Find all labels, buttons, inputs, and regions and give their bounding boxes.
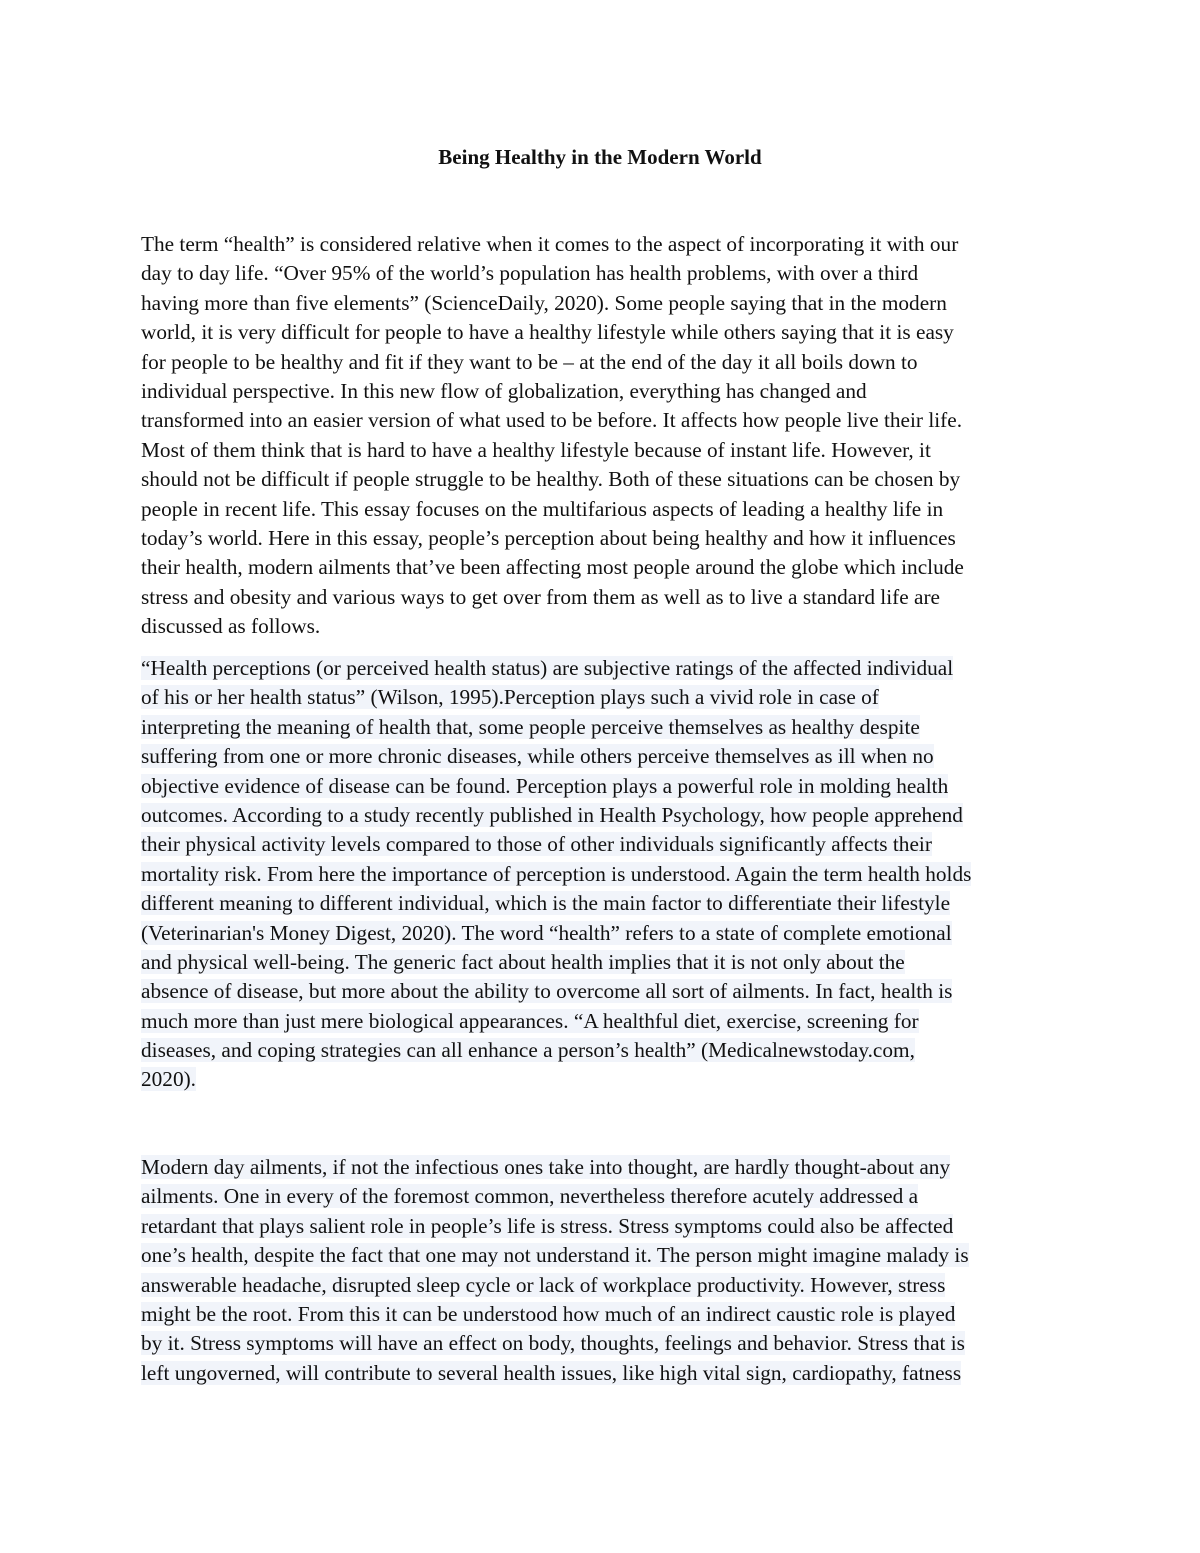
text-line	[141, 318, 1081, 347]
text-line	[141, 377, 1081, 406]
text-line-content: diseases, and coping strategies can all enhance a person’s health” (Medicalnewstoday.com,	[141, 1038, 915, 1063]
text-line	[141, 406, 1081, 435]
text-line-content: mortality risk. From here the importance of perception is understood. Again the term health holds	[141, 861, 972, 886]
text-line-content: day to day life. “Over 95% of the world’s population has health problems, with over a third	[141, 261, 919, 286]
document-title: Being Healthy in the Modern World	[438, 145, 762, 169]
text-line	[141, 1153, 1081, 1182]
text-line-content: left ungoverned, will contribute to several health issues, like high vital sign, cardiopathy, fatness	[141, 1360, 962, 1385]
text-line-content: of his or her health status” (Wilson, 1995).Perception plays such a vivid role in case of	[141, 685, 879, 710]
text-line-content: world, it is very difficult for people to have a healthy lifestyle while others saying that it is easy	[141, 320, 954, 345]
paragraph-introduction	[141, 230, 1081, 641]
text-line-content: should not be difficult if people struggle to be healthy. Both of these situations can be chosen by	[141, 467, 961, 492]
text-line	[141, 1329, 1081, 1358]
text-line	[141, 742, 1081, 771]
text-line-content: “Health perceptions (or perceived health status) are subjective ratings of the affected individual	[141, 656, 954, 680]
text-line-content: discussed as follows.	[141, 614, 321, 639]
text-line	[141, 919, 1081, 948]
text-line	[141, 948, 1081, 977]
text-line	[141, 1271, 1081, 1300]
text-line-content: people in recent life. This essay focuses on the multifarious aspects of leading a healthy life in	[141, 496, 944, 521]
text-line	[141, 1300, 1081, 1329]
text-line	[141, 1241, 1081, 1270]
text-line	[141, 1036, 1081, 1065]
text-line	[141, 713, 1081, 742]
text-line	[141, 348, 1081, 377]
text-line	[141, 524, 1081, 553]
text-line-content: today’s world. Here in this essay, people’s perception about being healthy and how it influences	[141, 525, 956, 550]
text-line	[141, 289, 1081, 318]
text-line	[141, 495, 1081, 524]
text-line-content: outcomes. According to a study recently published in Health Psychology, how people apprehend	[141, 802, 963, 827]
text-line	[141, 1359, 1081, 1388]
text-line-content: individual perspective. In this new flow of globalization, everything has changed and	[141, 378, 867, 403]
paragraph-modern-ailments	[141, 1153, 1081, 1388]
text-line	[141, 230, 1081, 259]
text-line-content: much more than just mere biological appearances. “A healthful diet, exercise, screening for	[141, 1008, 919, 1033]
text-line-content: for people to be healthy and fit if they want to be – at the end of the day it all boils down to	[141, 349, 918, 374]
text-line-content: Modern day ailments, if not the infectious ones take into thought, are hardly thought-about any	[141, 1155, 951, 1179]
text-line	[141, 612, 1081, 641]
text-line-content: suffering from one or more chronic diseases, while others perceive themselves as ill when no	[141, 744, 934, 769]
text-line	[141, 1007, 1081, 1036]
text-line	[141, 977, 1081, 1006]
text-line-content: interpreting the meaning of health that, some people perceive themselves as healthy despite	[141, 714, 920, 739]
text-line	[141, 683, 1081, 712]
text-line	[141, 583, 1081, 612]
text-line-content: retardant that plays salient role in people’s life is stress. Stress symptoms could also be affected	[141, 1213, 954, 1238]
text-line	[141, 801, 1081, 830]
paragraph-health-perception	[141, 654, 1081, 1095]
text-line	[141, 830, 1081, 859]
text-line-content: Most of them think that is hard to have a healthy lifestyle because of instant life. However, it	[141, 437, 931, 462]
text-line	[141, 860, 1081, 889]
text-line-content: 2020).	[141, 1067, 197, 1092]
text-line	[141, 1065, 1081, 1094]
text-line-content: one’s health, despite the fact that one may not understand it. The person might imagine malady is	[141, 1243, 969, 1268]
text-line-content: might be the root. From this it can be understood how much of an indirect caustic role is played	[141, 1301, 956, 1326]
text-line-content: The term “health” is considered relative when it comes to the aspect of incorporating it with our	[141, 232, 959, 256]
text-line	[141, 259, 1081, 288]
text-line-content: having more than five elements” (ScienceDaily, 2020). Some people saying that in the modern	[141, 290, 947, 315]
text-line-content: (Veterinarian's Money Digest, 2020). The word “health” refers to a state of complete emotional	[141, 920, 952, 945]
text-line	[141, 1182, 1081, 1211]
text-line-content: by it. Stress symptoms will have an effect on body, thoughts, feelings and behavior. Stress that is	[141, 1331, 965, 1356]
text-line-content: transformed into an easier version of what used to be before. It affects how people live their life.	[141, 408, 963, 433]
text-line-content: different meaning to different individual, which is the main factor to differentiate their lifestyle	[141, 891, 951, 916]
text-line	[141, 654, 1081, 683]
text-line-content: absence of disease, but more about the ability to overcome all sort of ailments. In fact, health is	[141, 979, 953, 1004]
text-line-content: objective evidence of disease can be found. Perception plays a powerful role in molding health	[141, 773, 949, 798]
text-line-content: answerable headache, disrupted sleep cycle or lack of workplace productivity. However, stress	[141, 1272, 946, 1297]
text-line	[141, 436, 1081, 465]
text-line	[141, 889, 1081, 918]
text-line-content: ailments. One in every of the foremost common, nevertheless therefore acutely addressed a	[141, 1184, 919, 1209]
text-line	[141, 553, 1081, 582]
text-line-content: their physical activity levels compared to those of other individuals significantly affects their	[141, 832, 932, 857]
text-line	[141, 465, 1081, 494]
text-line	[141, 1212, 1081, 1241]
text-line	[141, 772, 1081, 801]
text-line-content: stress and obesity and various ways to get over from them as well as to live a standard life are	[141, 584, 940, 609]
text-line-content: their health, modern ailments that’ve been affecting most people around the globe which include	[141, 555, 964, 580]
text-line-content: and physical well-being. The generic fact about health implies that it is not only about the	[141, 949, 905, 974]
